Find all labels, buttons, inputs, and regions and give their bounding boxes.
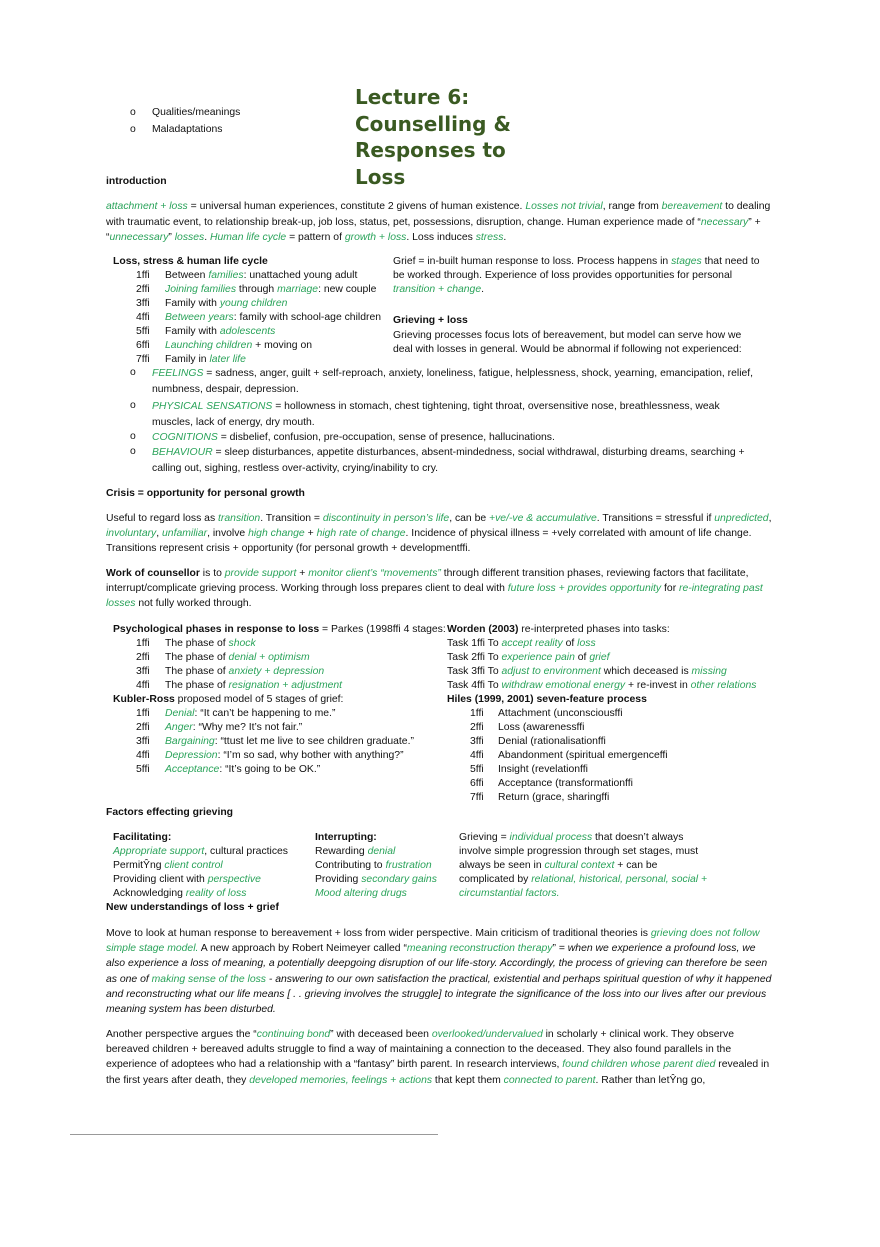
list-item — [165, 749, 404, 763]
text-run: Psychological phases in response to loss — [113, 624, 320, 635]
highlighted-term: Acceptance — [165, 764, 220, 775]
worden-heading — [447, 623, 670, 637]
list-number: 1ffi — [136, 270, 150, 281]
text-run: of — [562, 638, 578, 649]
list-item — [165, 353, 246, 367]
text-run: The phase of — [165, 680, 229, 691]
text-run: - answering to our own satisfaction the practical, existential and perhaps spiritual question of why it happened and reconstructing what our life means [ . . grieving involves the struggle] to integrate the significance of the loss into our lives after our previous meaning system has been disturbed. — [106, 973, 772, 1016]
highlighted-term: necessary — [700, 216, 749, 228]
list-item: Loss (awarenessffi — [498, 722, 585, 733]
highlighted-term: grief — [589, 652, 610, 663]
bullet-icon: o — [130, 431, 136, 442]
list-item: Abandonment (spiritual emergenceffi — [498, 750, 668, 761]
list-number: 1ffi — [470, 708, 484, 719]
text-run: : family with school-age children — [233, 312, 381, 323]
list-item — [152, 366, 762, 397]
text-run: The phase of — [165, 652, 229, 663]
highlighted-term: Depression — [165, 750, 218, 761]
list-number: 4ffi — [470, 750, 484, 761]
text-run: , involve — [207, 528, 249, 540]
list-item — [165, 269, 357, 283]
text-run: = sleep disturbances, appetite disturbances, absent-mindedness, social withdrawal, disturbing dreams, searching + calling out, sighing, restless over-activity, crying/inability to cry. — [152, 447, 745, 474]
highlighted-term: transition + change — [393, 284, 482, 295]
text-run: = pattern of — [286, 232, 345, 243]
highlighted-term: relational, historical, personal, social + circumstantial factors. — [459, 874, 708, 899]
text-run: : “ttust let me live to see children graduate.” — [214, 736, 414, 747]
text-run: Another perspective argues the “ — [106, 1029, 257, 1040]
text-run: , — [156, 528, 163, 540]
highlighted-term: denial — [367, 846, 396, 857]
highlighted-term: withdraw emotional energy — [501, 680, 626, 691]
text-run: , can be — [449, 513, 490, 524]
list-item — [165, 283, 376, 297]
text-run: PermitŶng — [113, 860, 165, 871]
parkes-heading — [113, 623, 446, 637]
list-item — [165, 735, 414, 749]
highlighted-term: unnecessary — [109, 232, 169, 243]
text-run: . Transitions = stressful if — [596, 513, 715, 524]
bullet-icon: o — [130, 367, 136, 378]
list-item — [165, 637, 256, 651]
list-item — [165, 311, 381, 325]
grief-paragraph — [393, 255, 771, 297]
grieving-note — [459, 831, 711, 901]
list-item — [165, 665, 324, 679]
list-number: 2ffi — [136, 652, 150, 663]
list-item: Insight (revelationffi — [498, 764, 588, 775]
highlighted-term: denial + optimism — [228, 652, 310, 663]
text-run: A new approach by Robert Neimeyer called “ — [198, 943, 407, 955]
highlighted-term: resignation + adjustment — [228, 680, 343, 691]
list-number: 1ffi — [136, 638, 150, 649]
highlighted-term: found children whose parent died — [562, 1059, 716, 1071]
list-number: 3ffi — [136, 666, 150, 677]
text-run: Task 1ffi To — [447, 638, 502, 649]
highlighted-term: continuing bond — [256, 1029, 331, 1040]
text-run: = disbelief, confusion, pre-occupation, sense of presence, hallucinations. — [217, 432, 555, 443]
highlighted-term: growth + loss — [344, 232, 407, 243]
text-run: Acknowledging — [113, 888, 186, 899]
highlighted-term: marriage — [277, 284, 319, 295]
highlighted-term: Bargaining — [165, 736, 215, 747]
text-run: when we experience a profound loss, we also experience a loss of meaning, a potentially deepgoing disruption of our life-story. Accordingly, the process of grieving can therefore be seen as one of — [106, 943, 768, 985]
text-run: proposed model of 5 stages of grief: — [174, 694, 344, 705]
highlighted-term: anxiety + depression — [228, 666, 325, 677]
text-run: The phase of — [165, 666, 229, 677]
highlighted-term: missing — [691, 666, 727, 677]
list-number: 5ffi — [136, 764, 150, 775]
text-run: that kept them — [432, 1074, 504, 1086]
text-run: that doesn’t always involve simple progression through set stages, must always be seen in — [459, 832, 699, 871]
highlighted-term: experience pain — [501, 652, 575, 663]
text-run: re-interpreted phases into tasks: — [518, 624, 670, 635]
text-run: , range from — [602, 201, 662, 212]
highlighted-term: individual process — [509, 832, 593, 843]
text-run: Grieving = — [459, 832, 510, 843]
text-run: : “It can’t be happening to me.” — [194, 708, 336, 719]
highlighted-term: monitor client’s “movements” — [308, 568, 441, 579]
text-run: Kubler-Ross — [113, 694, 175, 705]
text-run: + can be complicated by — [459, 860, 658, 885]
text-run: The phase of — [165, 638, 229, 649]
text-run: ” — [168, 232, 175, 243]
highlighted-term: attachment + loss — [106, 201, 188, 212]
list-item: Attachment (unconsciousffi — [498, 708, 623, 719]
life-cycle-heading: Loss, stress & human life cycle — [113, 256, 268, 267]
list-item — [152, 430, 762, 446]
list-item: Acceptance (transformationffi — [498, 778, 633, 789]
list-number: 6ffi — [470, 778, 484, 789]
text-run: = sadness, anger, guilt + self-reproach, anxiety, loneliness, fatigue, helplessness, shock, yearning, emancipation, relief, numbness, despair, depression. — [152, 368, 754, 395]
list-item — [315, 845, 395, 859]
list-item — [165, 297, 287, 311]
text-run: + — [304, 528, 317, 540]
text-run: which deceased is — [600, 666, 692, 677]
list-number: 4ffi — [136, 680, 150, 691]
list-item — [315, 873, 437, 887]
text-run: revealed in the first years after death, they — [106, 1059, 770, 1086]
bullet-icon: o — [130, 400, 136, 411]
highlighted-term: shock — [228, 638, 256, 649]
list-item: Return (grace, sharingffi — [498, 792, 610, 803]
text-run: . Incidence of physical illness = +vely correlated with amount of life change. Transitions represent crisis + opportunity (for personal growth + developmentffi. — [106, 528, 752, 555]
highlighted-term: Joining families — [165, 284, 237, 295]
highlighted-term: meaning reconstruction therapy — [406, 943, 553, 955]
text-run: Family with — [165, 298, 220, 309]
text-run: in scholarly + clinical work. They observe bereaved children + bereaved adults struggle to find a way of maintaining a connection to the deceased. They also found parallels in the experience of adoptees who had a relationship with a “fantasy” birth parent. In research interviews, — [106, 1029, 734, 1071]
kubler-heading — [113, 693, 343, 707]
text-run: Useful to regard loss as — [106, 513, 219, 524]
text-run: , — [768, 513, 772, 524]
highlighted-term: involuntary — [106, 528, 157, 540]
list-number: 3ffi — [136, 736, 150, 747]
highlighted-term: discontinuity in person’s life — [322, 513, 450, 524]
list-number: 2ffi — [136, 284, 150, 295]
highlighted-term: later life — [209, 354, 246, 365]
grieving-paragraph: Grieving processes focus lots of bereavement, but model can serve how we deal with losses in general. Would be abnormal if following not experienced: — [393, 330, 742, 355]
highlighted-term: secondary gains — [361, 874, 437, 885]
text-run: Providing — [315, 874, 362, 885]
text-run: to dealing with traumatic event, to relationship break-up, job loss, status, pet, possessions, disruption, change. Human experience made of “ — [106, 201, 771, 228]
text-run: Task 3ffi To — [447, 666, 502, 677]
crisis-heading: Crisis = opportunity for personal growth — [106, 488, 305, 499]
text-run: . Rather than letŶng go, — [595, 1074, 706, 1086]
highlighted-term: Human life cycle — [209, 232, 287, 243]
text-run: Move to look at human response to bereavement + loss from wider perspective. Main criticism of traditional theories is — [106, 928, 651, 939]
list-item — [315, 887, 407, 901]
text-run: + — [296, 568, 309, 579]
highlighted-term: BEHAVIOUR — [152, 447, 213, 458]
text-run: Between — [165, 270, 209, 281]
list-item — [447, 637, 596, 651]
list-number: 4ffi — [136, 750, 150, 761]
highlighted-term: stress — [475, 232, 504, 243]
list-item — [165, 339, 312, 353]
text-run: : “Why me? It’s not fair.” — [192, 722, 303, 733]
list-item: Qualities/meanings — [152, 107, 241, 118]
highlighted-term: reality of loss — [185, 888, 247, 899]
highlighted-term: other relations — [690, 680, 757, 691]
text-run: : new couple — [318, 284, 377, 295]
list-number: 6ffi — [136, 340, 150, 351]
list-item — [113, 887, 246, 901]
text-run: . Loss induces — [406, 232, 476, 243]
highlighted-term: high change — [248, 528, 305, 540]
list-item — [315, 859, 432, 873]
hiles-heading: Hiles (1999, 2001) seven-feature process — [447, 694, 647, 705]
text-run: for — [661, 583, 680, 595]
introduction-paragraph — [106, 199, 774, 246]
highlighted-term: Anger — [165, 722, 193, 733]
text-run: : unattached young adult — [243, 270, 358, 281]
text-run: Providing client with — [113, 874, 208, 885]
list-number: 2ffi — [470, 722, 484, 733]
highlighted-term: unpredicted — [714, 513, 769, 524]
text-run: : “I’m so sad, why bother with anything?” — [217, 750, 404, 761]
highlighted-term: young children — [219, 298, 288, 309]
highlighted-term: adolescents — [219, 326, 276, 337]
highlighted-term: +ve/-ve & accumulative — [489, 513, 597, 524]
text-run: Contributing to — [315, 860, 386, 871]
text-run: through — [236, 284, 278, 295]
text-run: is to — [199, 568, 225, 579]
text-run: : “It’s going to be OK.” — [219, 764, 321, 775]
highlighted-term: COGNITIONS — [152, 432, 218, 443]
list-number: 5ffi — [136, 326, 150, 337]
highlighted-term: Denial — [165, 708, 195, 719]
text-run: Task 2ffi To — [447, 652, 502, 663]
highlighted-term: losses — [174, 232, 205, 243]
highlighted-term: unfamiliar — [162, 528, 208, 540]
highlighted-term: Between years — [165, 312, 234, 323]
text-run: of — [574, 652, 590, 663]
list-item — [447, 665, 727, 679]
text-run: , cultural practices — [204, 846, 288, 857]
highlighted-term: developed memories, feelings + actions — [249, 1074, 433, 1086]
list-item — [447, 679, 757, 693]
text-run: Family with — [165, 326, 220, 337]
new-understandings-heading: New understandings of loss + grief — [106, 902, 279, 913]
highlighted-term: Losses not trivial — [525, 201, 603, 212]
list-item — [152, 399, 762, 430]
list-item — [165, 721, 302, 735]
factors-heading: Factors effecting grieving — [106, 807, 234, 818]
highlighted-term: provide support — [224, 568, 297, 579]
text-run: ” = — [552, 943, 568, 955]
list-number: 7ffi — [136, 354, 150, 365]
list-item — [113, 859, 223, 873]
highlighted-term: stages — [671, 256, 702, 267]
list-number: 7ffi — [470, 792, 484, 803]
highlighted-term: frustration — [385, 860, 432, 871]
grieving-heading: Grieving + loss — [393, 315, 468, 326]
highlighted-term: perspective — [207, 874, 261, 885]
new-understandings-paragraph-1 — [106, 926, 776, 1017]
text-run: Rewarding — [315, 846, 368, 857]
highlighted-term: FEELINGS — [152, 368, 204, 379]
list-item — [152, 445, 762, 476]
page-title: Lecture 6: Counselling & Responses to Loss — [355, 85, 511, 189]
text-run: = hollowness in stomach, chest tightening, tight throat, oversensitive nose, breathlessness, weak muscles, lack of energy, dry mouth. — [152, 401, 720, 428]
text-run: Grief = in-built human response to loss. Process happens in — [393, 256, 672, 267]
list-number: 4ffi — [136, 312, 150, 323]
text-run: = universal human experiences, constitute 2 givens of human existence. — [187, 201, 526, 212]
text-run: . Transition = — [260, 513, 323, 524]
list-number: 1ffi — [136, 708, 150, 719]
highlighted-term: Launching children — [165, 340, 253, 351]
highlighted-term: families — [208, 270, 244, 281]
text-run: + re-invest in — [625, 680, 691, 691]
highlighted-term: making sense of the loss — [151, 973, 266, 985]
counsellor-paragraph — [106, 566, 774, 612]
footnote-divider — [70, 1134, 438, 1135]
list-item — [165, 763, 320, 777]
list-number: 3ffi — [136, 298, 150, 309]
list-item: Denial (rationalisationffi — [498, 736, 606, 747]
list-item — [113, 845, 288, 859]
highlighted-term: Appropriate support — [113, 846, 205, 857]
highlighted-term: bereavement — [661, 201, 723, 212]
text-run: ” with deceased been — [330, 1029, 432, 1040]
facilitating-heading: Facilitating: — [113, 832, 172, 843]
list-item — [165, 707, 335, 721]
list-item — [113, 873, 261, 887]
highlighted-term: Mood altering drugs — [315, 888, 407, 899]
highlighted-term: high rate of change — [316, 528, 406, 540]
text-run: Family in — [165, 354, 210, 365]
highlighted-term: overlooked/undervalued — [431, 1029, 543, 1040]
bullet-icon: o — [130, 107, 136, 118]
text-run: that need to be worked through. Experience of loss provides opportunities for personal — [393, 256, 760, 281]
text-run: . — [503, 232, 507, 243]
list-number: 3ffi — [470, 736, 484, 747]
text-run: + moving on — [252, 340, 313, 351]
text-run: = Parkes (1998ffi 4 stages: — [319, 624, 446, 635]
list-number: 2ffi — [136, 722, 150, 733]
highlighted-term: cultural context — [544, 860, 615, 871]
introduction-heading: introduction — [106, 176, 167, 187]
text-run: Worden (2003) — [447, 624, 519, 635]
bullet-icon: o — [130, 446, 136, 457]
highlighted-term: client control — [164, 860, 223, 871]
bullet-icon: o — [130, 124, 136, 135]
text-run: not fully worked through. — [135, 598, 252, 610]
list-item — [165, 651, 310, 665]
highlighted-term: PHYSICAL SENSATIONS — [152, 401, 273, 412]
list-number: 5ffi — [470, 764, 484, 775]
highlighted-term: grieving does not follow simple stage model. — [106, 928, 760, 955]
text-run: Task 4ffi To — [447, 680, 502, 691]
list-item — [165, 679, 342, 693]
highlighted-term: connected to parent — [503, 1074, 596, 1086]
list-item — [447, 651, 610, 665]
highlighted-term: adjust to environment — [501, 666, 601, 677]
crisis-paragraph — [106, 511, 774, 557]
highlighted-term: loss — [577, 638, 596, 649]
highlighted-term: transition — [218, 513, 261, 524]
highlighted-term: future loss + provides opportunity — [507, 583, 662, 595]
text-run: Work of counsellor — [106, 568, 200, 579]
text-run: . — [204, 232, 210, 243]
interrupting-heading: Interrupting: — [315, 832, 377, 843]
text-run: . — [481, 284, 484, 295]
list-item — [165, 325, 275, 339]
new-understandings-paragraph-2 — [106, 1027, 778, 1088]
text-run: through different transition phases, reviewing factors that facilitate, interrupt/complicate grieving process. Working through loss prepares client to deal with — [106, 568, 749, 595]
text-run: ” + “ — [106, 216, 761, 243]
highlighted-term: accept reality — [501, 638, 563, 649]
list-item: Maladaptations — [152, 124, 223, 135]
highlighted-term: re-integrating past losses — [106, 583, 763, 610]
